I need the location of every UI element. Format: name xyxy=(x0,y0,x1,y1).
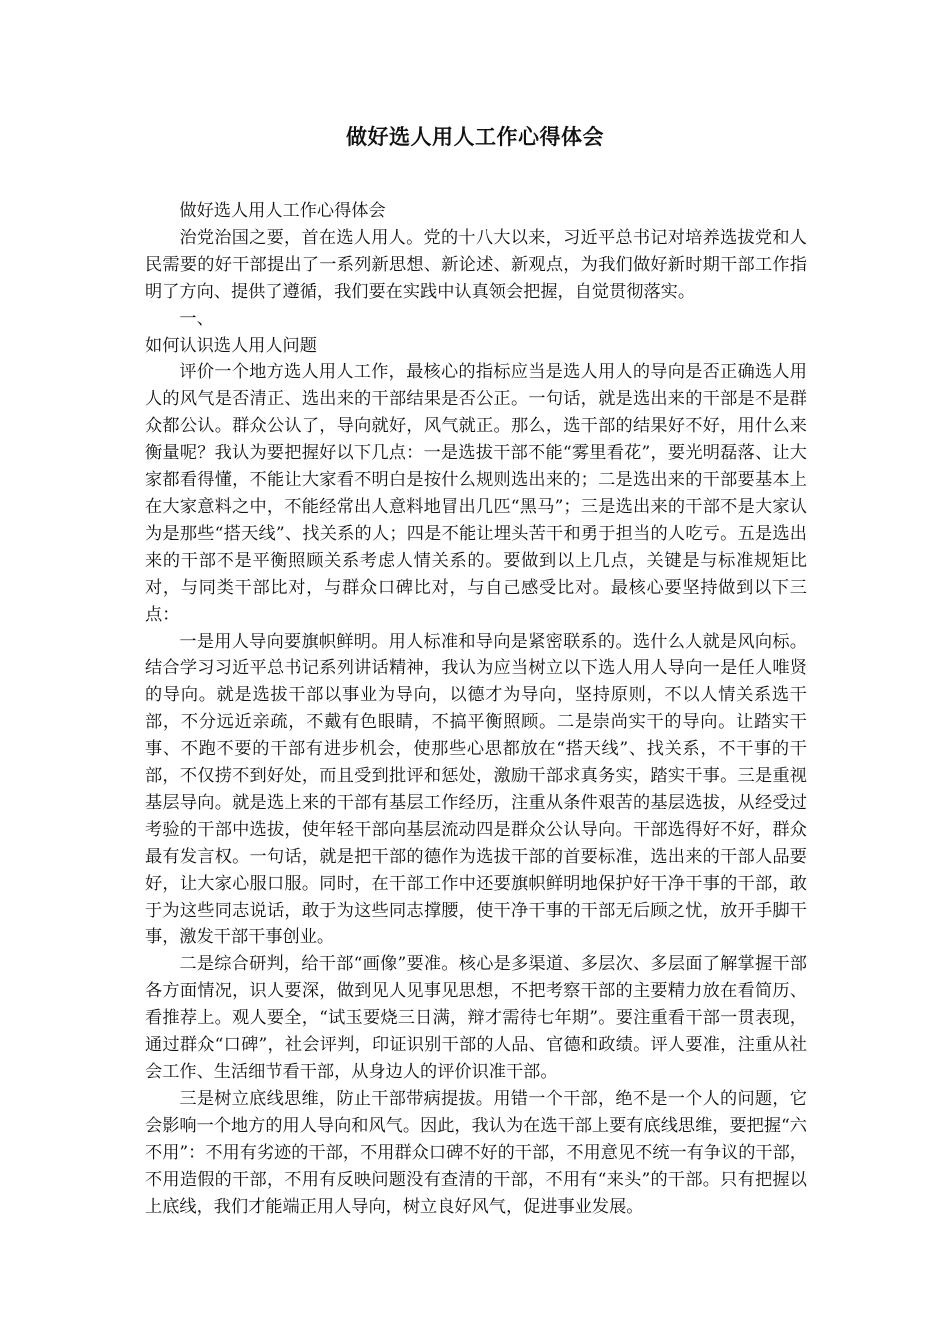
paragraph-intro: 治党治国之要，首在选人用人。党的十八大以来，习近平总书记对培养选拔党和人民需要的好干部提出了一系列新思想、新论述、新观点，为我们做好新时期干部工作指明了方向、提供了遵循，我们要在实践中认真领会把握，自觉贯彻落实。 xyxy=(145,227,807,302)
paragraph-evaluation: 评价一个地方选人用人工作，最核心的指标应当是选人用人的导向是否正确选人用人的风气是否清正、选出来的干部结果是否公正。一句话，就是选出来的干部是不是群众都公认。群众公认了，导向就好，风气就正。那么，选干部的结果好不好，用什么来衡量呢？我认为要把握好以下几点：一是选拔干部不能“雾里看花”，要光明磊落、让大家都看得懂，不能让大家看不明白是按什么规则选出来的；二是选出来的干部要基本上在大家意料之中，不能经常出人意料地冒出几匹“黑马”；三是选出来的干部不是大家认为是那些“搭天线”、找关系的人；四是不能让埋头苦干和勇于担当的人吃亏。五是选出来的干部不是平衡照顾关系考虑人情关系的。要做到以上几点，关键是与标准规矩比对，与同类干部比对，与群众口碑比对，与自己感受比对。最核心要坚持做到以下三点： xyxy=(145,362,807,625)
paragraph-point-two: 二是综合研判，给干部“画像”要准。核心是多渠道、多层次、多层面了解掌握干部各方面情况，识人要深，做到见人见事见思想，不把考察干部的主要精力放在看简历、看推荐上。观人要全，“试玉要烧三日满，辩才需待七年期”。要注重看干部一贯表现，通过群众“口碑”，社会评判，印证识别干部的人品、官德和政绩。评人要准，注重从社会工作、生活细节看干部，从身边人的评价识准干部。 xyxy=(145,954,807,1082)
paragraph-point-one: 一是用人导向要旗帜鲜明。用人标准和导向是紧密联系的。选什么人就是风向标。结合学习习近平总书记系列讲话精神，我认为应当树立以下选人用人导向一是任人唯贤的导向。就是选拔干部以事业为导向，以德才为导向，坚持原则，不以人情关系选干部，不分远近亲疏，不戴有色眼睛，不搞平衡照顾。二是崇尚实干的导向。让踏实干事、不跑不要的干部有进步机会，使那些心思都放在“搭天线”、找关系，不干事的干部，不仅捞不到好处，而且受到批评和惩处，激励干部求真务实，踏实干事。三是重视基层导向。就是选上来的干部有基层工作经历，注重从条件艰苦的基层选拔，从经受过考验的干部中选拔，使年轻干部向基层流动四是群众公认导向。干部选得好不好，群众最有发言权。一句话，就是把干部的德作为选拔干部的首要标准，选出来的干部人品要好，让大家心服口服。同时，在干部工作中还要旗帜鲜明地保护好干净干事的干部，敢于为这些同志说话，敢于为这些同志撑腰，使干净干事的干部无后顾之忧，放开手脚干事，激发干部干事创业。 xyxy=(145,631,807,948)
paragraph-point-three: 三是树立底线思维，防止干部带病提拔。用错一个干部，绝不是一个人的问题，它会影响一个地方的用人导向和风气。因此，我认为在选干部上要有底线思维，要把握“六不用”：不用有劣迹的干部，不用群众口碑不好的干部，不用意见不统一有争议的干部，不用造假的干部，不用有反映问题没有查清的干部，不用有“来头”的干部。只有把握以上底线，我们才能端正用人导向，树立良好风气，促进事业发展。 xyxy=(145,1088,807,1217)
paragraph-subtitle: 做好选人用人工作心得体会 xyxy=(179,201,386,221)
document-body xyxy=(145,198,807,1220)
section-heading: 如何认识选人用人问题 xyxy=(145,335,317,356)
document-title: 做好选人用人工作心得体会 xyxy=(346,124,604,149)
section-number: 一、 xyxy=(179,308,214,329)
